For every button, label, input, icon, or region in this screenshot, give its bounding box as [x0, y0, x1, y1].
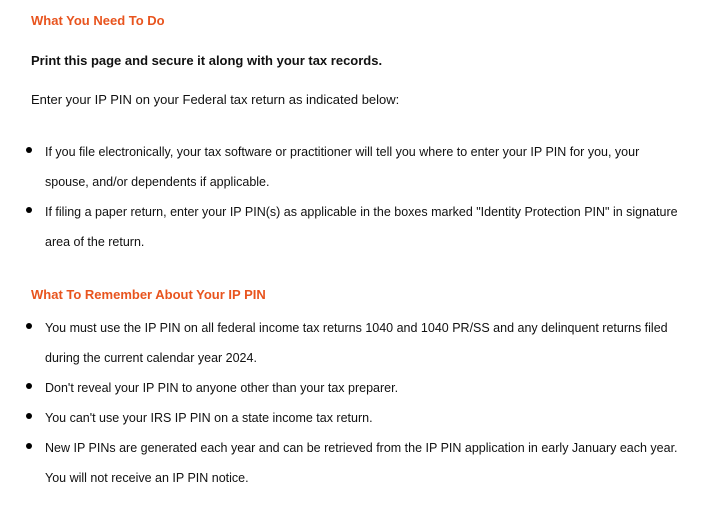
list-item-text: Don't reveal your IP PIN to anyone other than your tax preparer.: [45, 381, 399, 395]
bullet-icon: [26, 207, 32, 213]
bullet-icon: [26, 383, 32, 389]
what-to-remember-list: [0, 313, 705, 493]
what-to-do-list: [0, 137, 705, 257]
list-item-text: You can't use your IRS IP PIN on a state income tax return.: [45, 411, 373, 425]
list-item-text: New IP PINs are generated each year and can be retrieved from the IP PIN application in early January each year. You will not receive an IP PIN notice.: [45, 441, 678, 485]
list-item: [0, 197, 705, 257]
print-instruction: Print this page and secure it along with your tax records.: [31, 53, 383, 68]
what-to-remember-heading: What To Remember About Your IP PIN: [31, 287, 266, 302]
list-item-text: If filing a paper return, enter your IP PIN(s) as applicable in the boxes marked "Identity Protection PIN" in signature area of the return.: [45, 205, 678, 249]
list-item: [0, 433, 705, 493]
list-item: [0, 137, 705, 197]
bullet-icon: [26, 443, 32, 449]
bullet-icon: [26, 413, 32, 419]
enter-ip-pin-intro: Enter your IP PIN on your Federal tax return as indicated below:: [31, 92, 400, 107]
list-item: [0, 313, 705, 373]
what-you-need-to-do-heading: What You Need To Do: [31, 13, 165, 28]
bullet-icon: [26, 323, 32, 329]
list-item-text: You must use the IP PIN on all federal income tax returns 1040 and 1040 PR/SS and any delinquent returns filed during the current calendar year 2024.: [45, 321, 668, 365]
bullet-icon: [26, 147, 32, 153]
list-item-text: If you file electronically, your tax software or practitioner will tell you where to enter your IP PIN for you, your spouse, and/or dependents if applicable.: [45, 145, 640, 189]
list-item: [0, 403, 705, 433]
list-item: [0, 373, 705, 403]
